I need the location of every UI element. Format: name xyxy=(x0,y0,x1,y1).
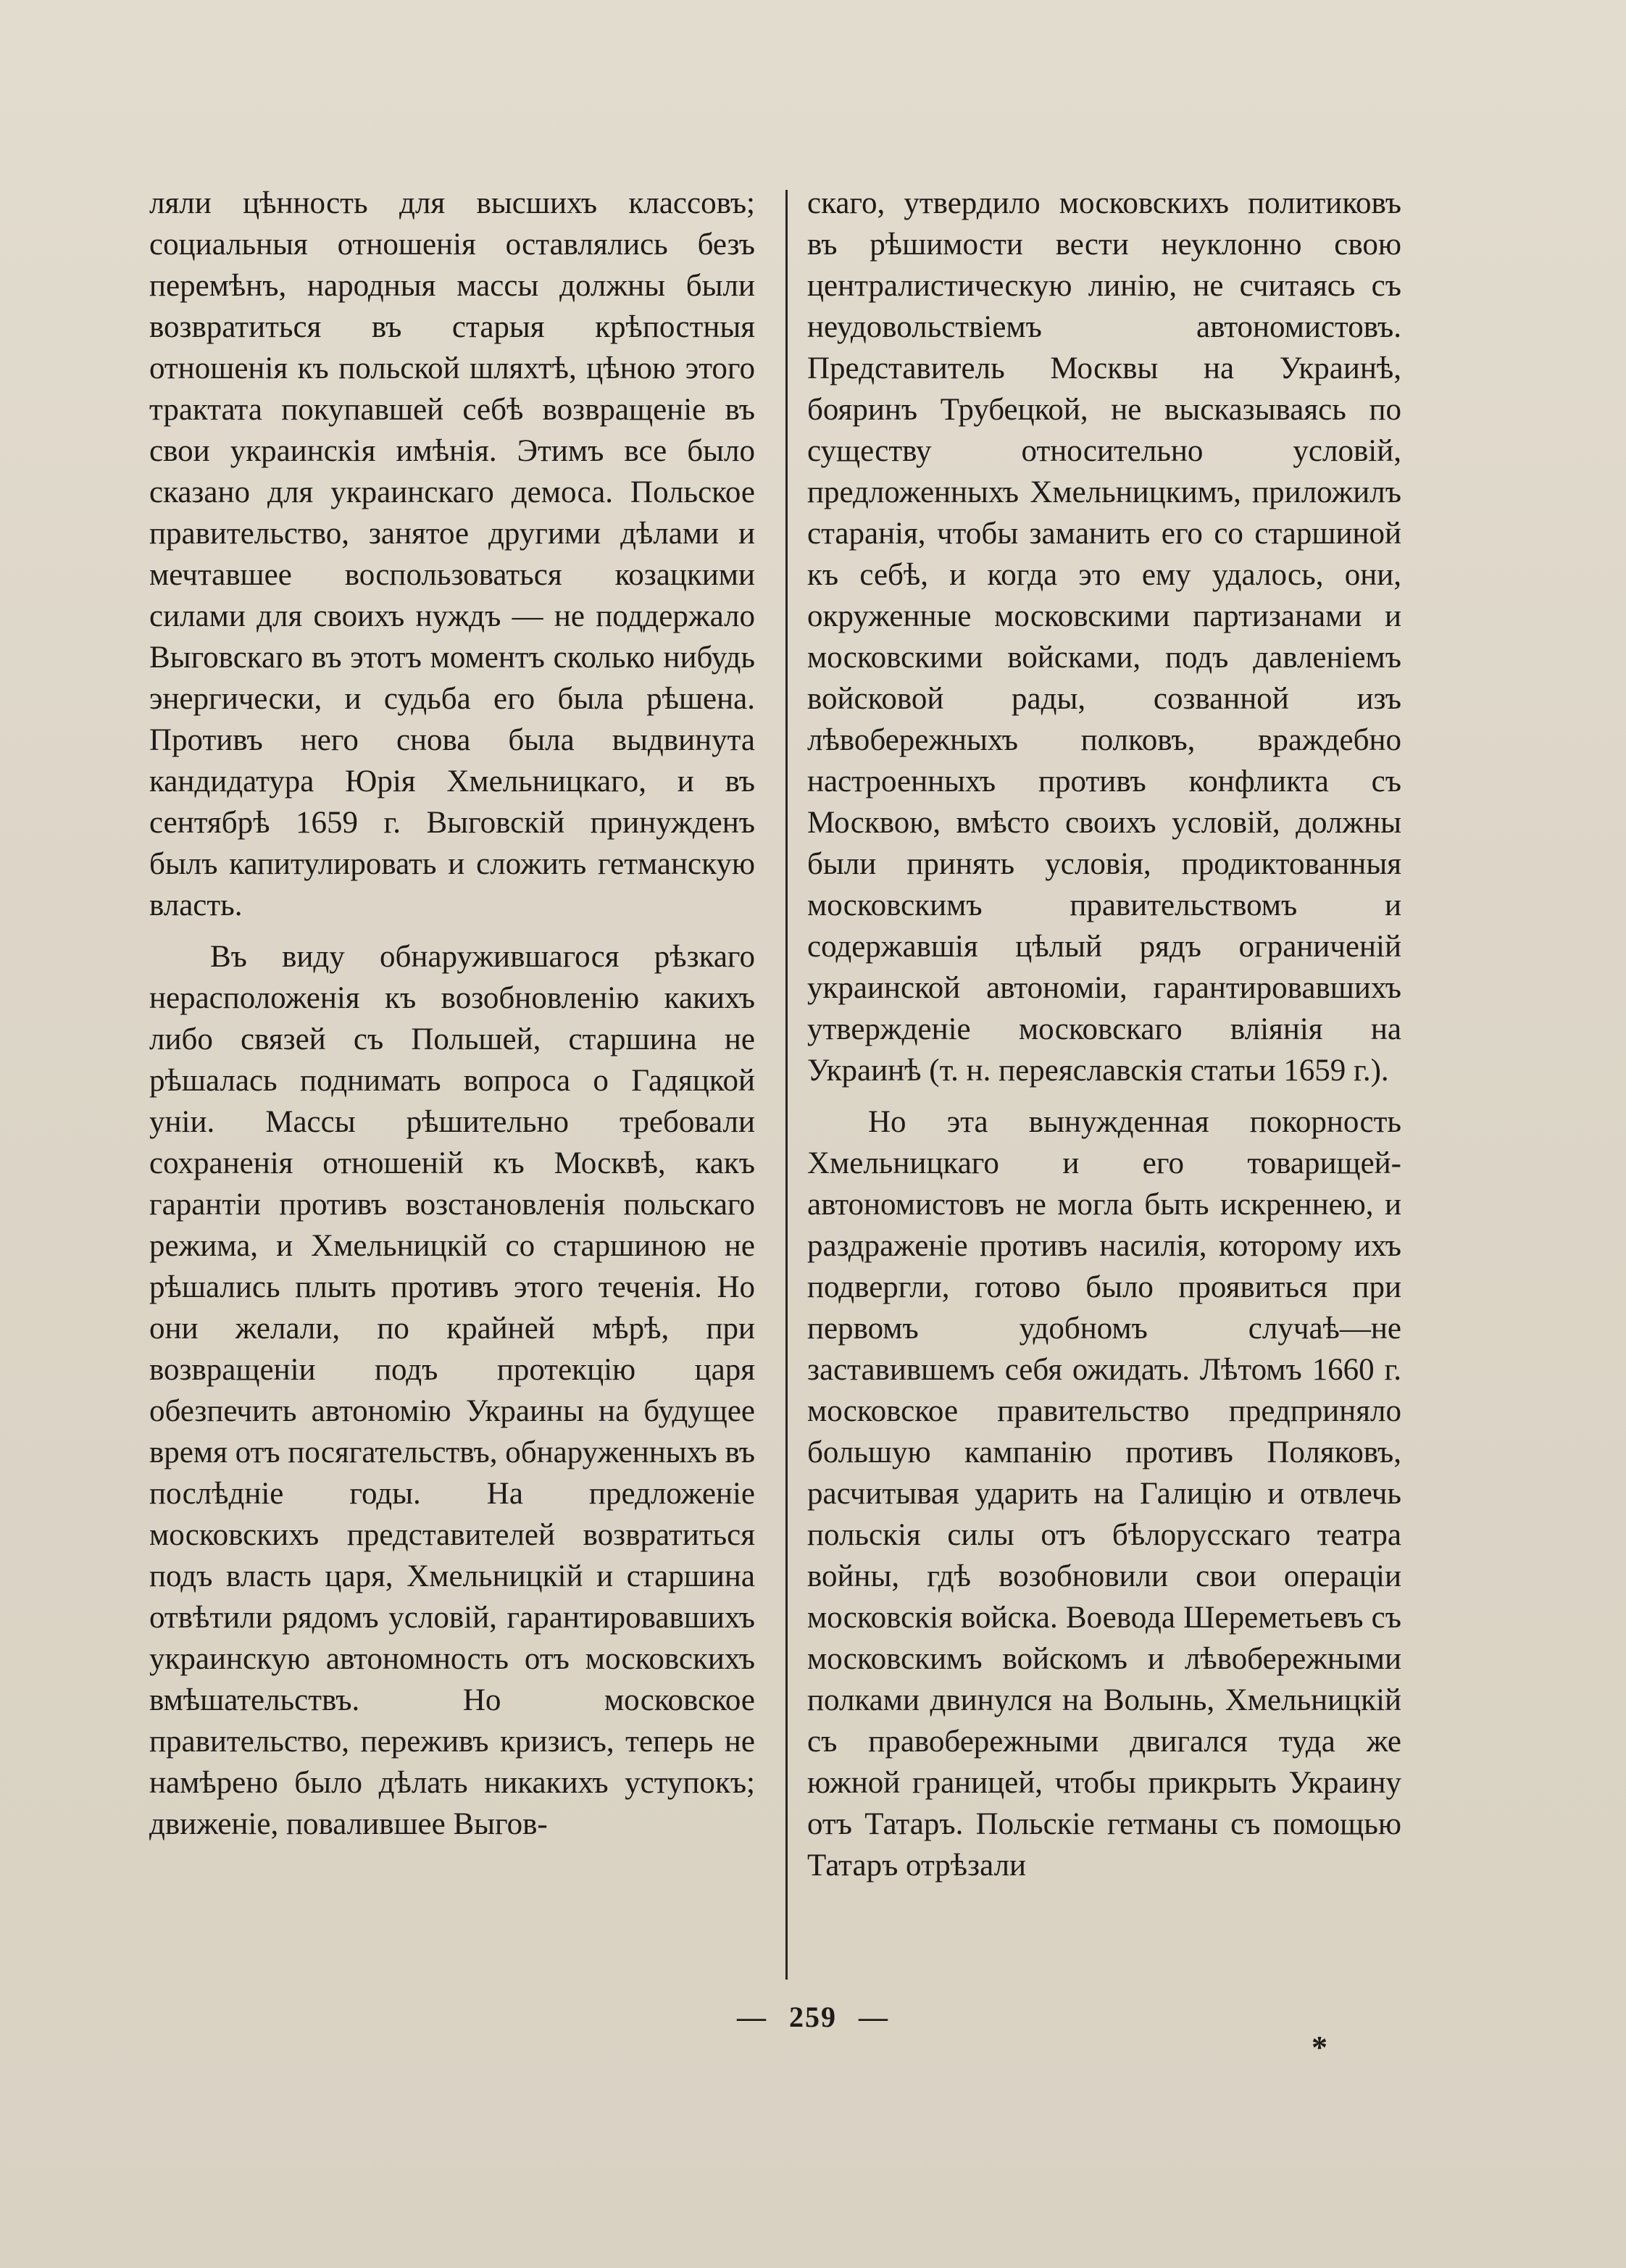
page-number-line xyxy=(0,2000,1626,2034)
page-number-dash-left: — xyxy=(737,2001,767,2033)
column-divider xyxy=(785,190,788,1980)
page-number: 259 xyxy=(789,2001,837,2033)
right-paragraph-1: скаго, утвердило московскихъ политиковъ въ рѣшимости вести неуклонно свою централистическую линію, не считаясь съ неудовольствіемъ автономистовъ. Представитель Москвы на Украинѣ, бояринъ Трубецкой, не высказываясь по существу относительно условій, предложенныхъ Хмельницкимъ, приложилъ старанія, чтобы замaнить его со старшиной къ себѣ, и когда это ему удалось, они, окруженные московскими партизанами и московскими войсками, подъ давленіемъ войсковой рады, созванной изъ лѣвобережныхъ полковъ, враждебно настроенныхъ противъ конфликта съ Москвою, вмѣсто своихъ условій, должны были принять условія, продиктованныя московскимъ правительствомъ и содержавшія цѣлый рядъ ограниченій украинской автономіи, гарантировавшихъ утвержденіе московскаго вліянія на Украинѣ (т. н. переяславскія статьи 1659 г.). xyxy=(807,186,1401,1088)
page-number-dash-right: — xyxy=(859,2001,889,2033)
right-column xyxy=(807,183,1401,1886)
right-paragraph-2: Но эта вынужденная покорность Хмельницкаго и его товарищей-автономистовъ не могла быть искреннею, и раздраженіе противъ насилія, которому ихъ подвергли, готово было проявиться при первомъ удобномъ случаѣ—не заставившемъ себя ожидать. Лѣтомъ 1660 г. московское правительство предприняло большую кампанію противъ Поляковъ, расчитывая ударить на Галицію и отвлечь польскія силы отъ бѣлорусскаго театра войны, гдѣ возобновили свои операціи московскія войска. Воевода Шереметьевъ съ московскимъ войскомъ и лѣвобережными полками двинулся на Волынь, Хмельницкій съ правобережными двигался туда же южной границей, чтобы прикрыть Украину отъ Татаръ. Польскіе гетманы съ помощью Татаръ отрѣзали xyxy=(807,1105,1401,1883)
left-column xyxy=(149,183,755,1845)
signature-mark: * xyxy=(1312,2030,1327,2065)
left-paragraph-2: Въ виду обнаружившагося рѣзкаго нерасположенія къ возобновленію какихъ либо связей съ Польшей, старшина не рѣшалась поднимать вопроса о Гадяцкой уніи. Массы рѣшительно требовали сохраненія отношеній къ Москвѣ, какъ гарантіи противъ возстановленія польскаго режима, и Хмельницкій со старшиною не рѣшались плыть противъ этого теченія. Но они желали, по крайней мѣрѣ, при возвращеніи подъ протекцію царя обезпечить автономію Украины на будущее время отъ посягательствъ, обнаруженныхъ въ послѣдніе годы. На предложеніе московскихъ представителей возвратиться подъ власть царя, Хмельницкій и старшина отвѣтили рядомъ условій, гарантировавшихъ украинскую автономность отъ московскихъ вмѣшательствъ. Но московское правительство, переживъ кризисъ, теперь не намѣрено было дѣлать никакихъ уступокъ; движеніе, повалившее Выгов- xyxy=(149,940,755,1841)
left-paragraph-1: ляли цѣнность для высшихъ классовъ; социальныя отношенія оставлялись безъ перемѣнъ, народныя массы должны были возвратиться въ старыя крѣпостныя отношенія къ польской шляхтѣ, цѣною этого трактата покупавшей себѣ возвращеніе въ свои украинскія имѣнія. Этимъ все было сказано для украинскаго демоса. Польское правительство, занятое другими дѣлами и мечтавшее воспользоваться козацкими силами для своихъ нуждъ — не поддержало Выговскаго въ этотъ моментъ сколько нибудь энергически, и судьба его была рѣшена. Противъ него снова была выдвинута кандидатура Юрія Хмельницкаго, и въ сентябрѣ 1659 г. Выговскій принужденъ былъ капитулировать и сложить гетманскую власть. xyxy=(149,186,755,922)
